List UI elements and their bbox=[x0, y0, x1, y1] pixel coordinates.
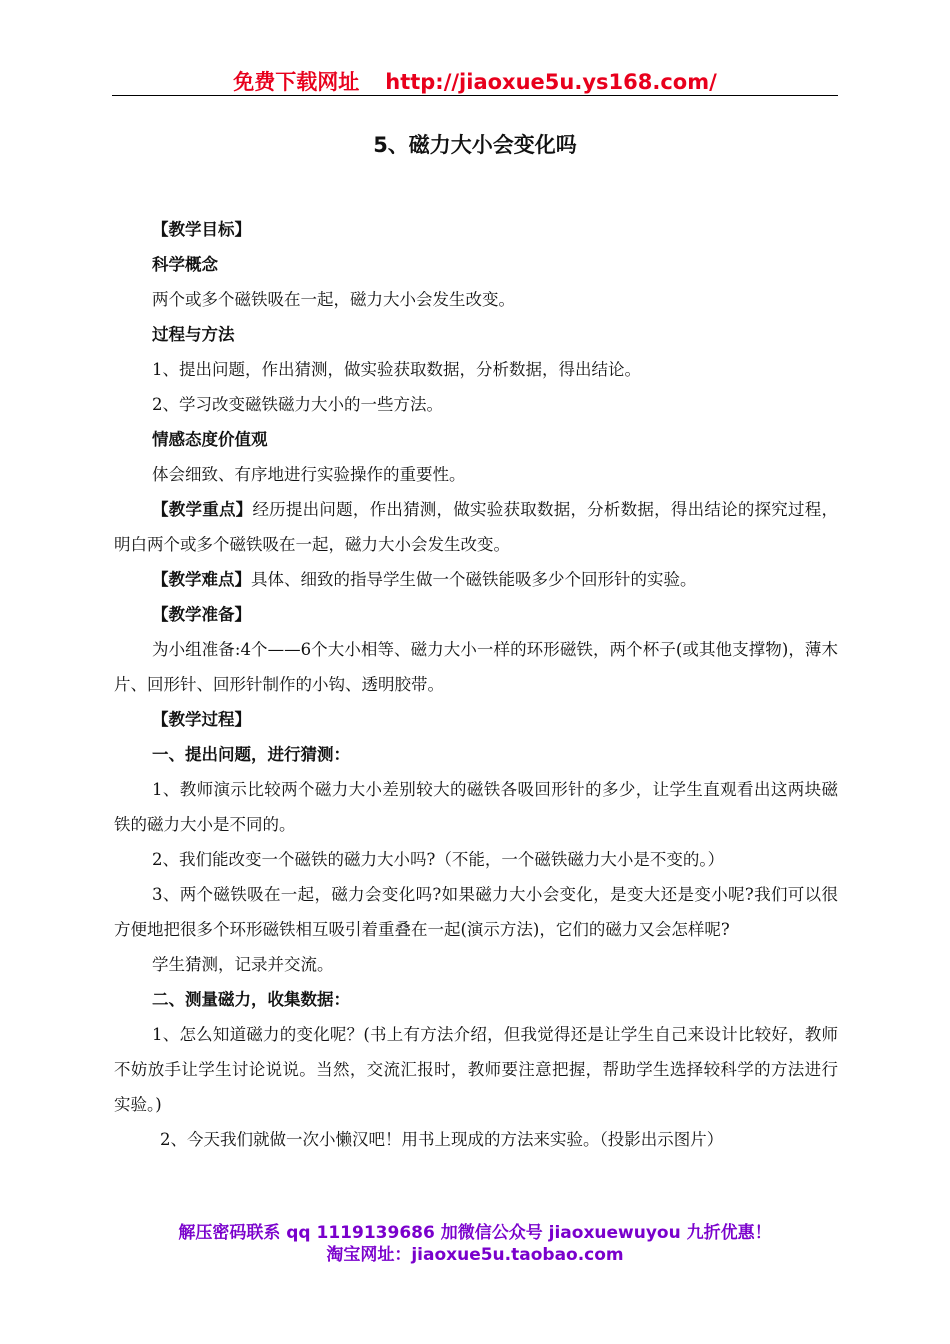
process-item-2: 2、学习改变磁铁磁力大小的一些方法。 bbox=[152, 395, 443, 414]
page-title: 5、磁力大小会变化吗 bbox=[373, 133, 577, 157]
process-heading: 过程与方法 bbox=[152, 325, 235, 344]
concept-heading: 科学概念 bbox=[152, 255, 218, 274]
difficulty-text: 具体、细致的指导学生做一个磁铁能吸多少个回形针的实验。 bbox=[251, 570, 697, 589]
procedure-heading: 【教学过程】 bbox=[152, 710, 251, 729]
process-item-1: 1、提出问题，作出猜测，做实验获取数据，分析数据，得出结论。 bbox=[152, 360, 641, 379]
header-banner bbox=[112, 66, 838, 96]
part2-item-1: 1、怎么知道磁力的变化呢？(书上有方法介绍，但我觉得还是让学生自己来设计比较好，教师不妨放手让学生讨论说说。当然，交流汇报时，教师要注意把握，帮助学生选择较科学的方法进行实验。) bbox=[114, 1025, 838, 1114]
header-label: 免费下载网址 bbox=[233, 70, 360, 94]
concept-text: 两个或多个磁铁吸在一起，磁力大小会发生改变。 bbox=[152, 290, 515, 309]
prep-text: 为小组准备:4个——6个大小相等、磁力大小一样的环形磁铁，两个杯子(或其他支撑物)，薄木片、回形针、回形针制作的小钩、透明胶带。 bbox=[114, 640, 838, 694]
attitude-text: 体会细致、有序地进行实验操作的重要性。 bbox=[152, 465, 466, 484]
key-point-paragraph bbox=[114, 492, 838, 562]
header-url-link[interactable]: http://jiaoxue5u.ys168.com/ bbox=[385, 70, 717, 94]
part2-item-2: 2、今天我们就做一次小懒汉吧！用书上现成的方法来实验。（投影出示图片） bbox=[160, 1130, 724, 1149]
key-heading: 【教学重点】 bbox=[152, 500, 253, 519]
footer-contact: 解压密码联系 qq 1119139686 加微信公众号 jiaoxuewuyou 九折优惠！ bbox=[178, 1223, 772, 1243]
header-divider bbox=[112, 95, 838, 96]
document-body bbox=[114, 212, 838, 1157]
part1-item-2: 2、我们能改变一个磁铁的磁力大小吗?（不能，一个磁铁磁力大小是不变的。） bbox=[152, 850, 725, 869]
key-text: 经历提出问题，作出猜测，做实验获取数据，分析数据，得出结论的探究过程，明白两个或多个磁铁吸在一起，磁力大小会发生改变。 bbox=[114, 500, 839, 554]
difficulty-paragraph bbox=[114, 562, 838, 597]
prep-heading: 【教学准备】 bbox=[152, 605, 251, 624]
objectives-heading: 【教学目标】 bbox=[152, 220, 251, 239]
part1-item-1: 1、教师演示比较两个磁力大小差别较大的磁铁各吸回形针的多少，让学生直观看出这两块磁铁的磁力大小是不同的。 bbox=[114, 780, 838, 834]
attitude-heading: 情感态度价值观 bbox=[152, 430, 268, 449]
difficulty-heading: 【教学难点】 bbox=[152, 570, 251, 589]
part2-heading: 二、测量磁力，收集数据： bbox=[152, 990, 350, 1009]
footer-shop-link[interactable]: 淘宝网址：jiaoxue5u.taobao.com bbox=[326, 1245, 624, 1265]
part1-item-4: 学生猜测，记录并交流。 bbox=[152, 955, 334, 974]
part1-heading: 一、提出问题，进行猜测： bbox=[152, 745, 350, 764]
part1-item-3: 3、两个磁铁吸在一起，磁力会变化吗?如果磁力大小会变化，是变大还是变小呢?我们可以很方便地把很多个环形磁铁相互吸引着重叠在一起(演示方法)，它们的磁力又会怎样呢? bbox=[114, 885, 838, 939]
